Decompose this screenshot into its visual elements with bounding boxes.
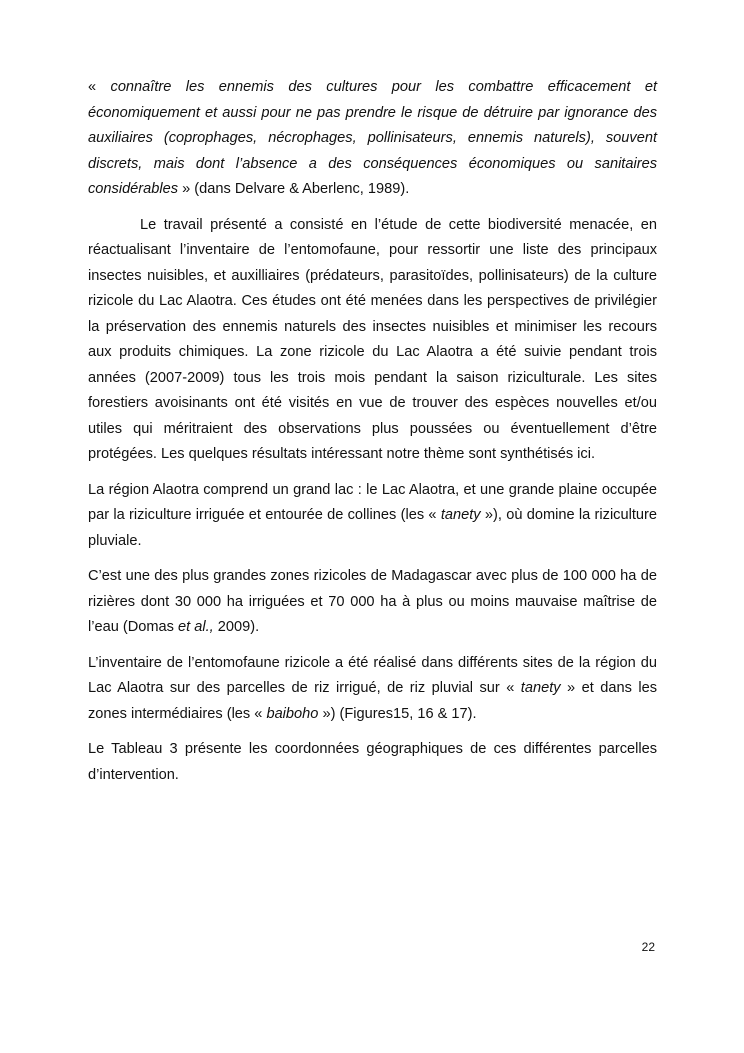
paragraph-region [88,478,657,555]
text-run-italic: baiboho [266,705,319,722]
text-run-italic: tanety [440,507,481,523]
paragraph-quote [88,75,657,203]
paragraph-inventory [88,651,657,728]
text-run: » (dans Delvare & Aberlenc, 1989). [178,181,410,197]
text-run-italic: tanety [520,680,561,696]
text-run-italic: et al., [178,619,214,635]
text-run: Le travail présenté a consisté en l’étude de cette biodiversité menacée, en réactualisant l’inventaire de l’entomofaune, pour ressortir une liste des principaux insectes nuisibles, et auxilliaires (prédateurs, parasitoïdes, pollinisateurs) de la culture rizicole du Lac Alaotra. Ces études ont été menées dans les perspectives de privilégier la préservation des ennemis naturels des insectes nuisibles et minimiser les recours aux produits chimiques. La zone rizicole du Lac Alaotra a été suivie pendant trois années (2007-2009) tous les trois mois pendant la saison riziculturale. Les sites forestiers avoisinants ont été visités en vue de trouver des espèces nouvelles et/ou utiles qui méritraient des observations plus poussées ou éventuellement d’être protégées. Les quelques résultats intéressant notre thème sont synthétisés ici. [88,216,657,462]
text-run: L’inventaire de l’entomofaune rizicole a été réalisé dans différents sites de la région du Lac Alaotra sur des parcelles de riz irrigué, de riz pluvial sur « [88,654,657,696]
text-run: La région Alaotra comprend un grand lac : le Lac Alaotra, et une grande plaine occupée par la riziculture irriguée et entourée de collines (les « [88,481,657,523]
paragraph-rice-zones [88,564,657,641]
paragraph-study-description [88,213,657,468]
text-run: « [88,79,111,95]
body-text [88,75,657,798]
text-run: » et dans les zones intermédiaires (les « [88,680,657,722]
text-run: »), où domine la riziculture pluviale. [88,507,657,549]
paragraph-table-reference [88,737,657,788]
text-run-italic: connaître les ennemis des cultures pour les combattre efficacement et économiquement et aussi pour ne pas prendre le risque de détruire par ignorance des auxiliaires (coprophages, nécrophages, pollinisateurs, ennemis naturels), souvent discrets, mais dont l’absence a des conséquences économiques ou sanitaires considérables [88,79,657,197]
text-run: Le Tableau 3 présente les coordonnées géographiques de ces différentes parcelles d’intervention. [88,741,657,783]
text-run: ») (Figures15, 16 & 17). [318,705,477,722]
page-number: 22 [641,940,655,954]
text-run: C’est une des plus grandes zones rizicoles de Madagascar avec plus de 100 000 ha de rizières dont 30 000 ha irriguées et 70 000 ha à plus ou moins mauvaise maîtrise de l’eau (Domas [88,568,657,635]
text-run: 2009). [213,619,260,635]
